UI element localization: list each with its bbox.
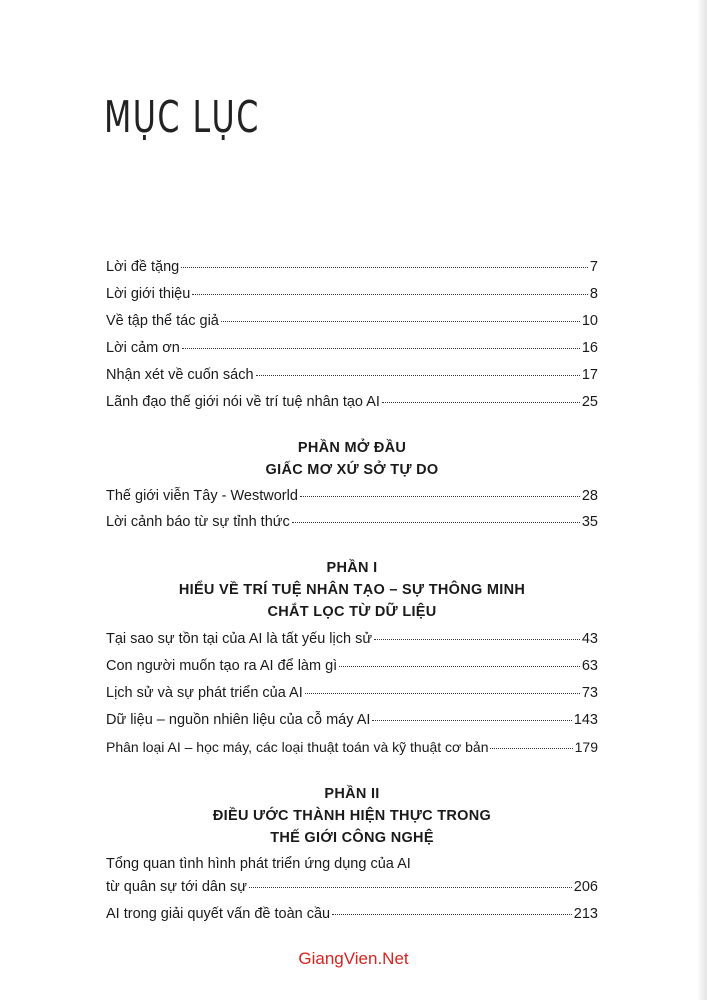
toc-entry-page: 17 <box>581 367 598 383</box>
toc-entry[interactable] <box>106 711 598 729</box>
toc-entry-page: 25 <box>581 394 598 410</box>
dot-leader <box>221 321 580 322</box>
toc-entry-title: Lãnh đạo thế giới nói về trí tuệ nhân tạo AI <box>106 394 380 410</box>
toc-entry[interactable] <box>106 312 598 330</box>
toc-entry-page: 63 <box>581 658 598 674</box>
page-edge-shadow <box>697 0 707 1000</box>
toc-entry-page: 7 <box>589 259 598 275</box>
toc-entry-title: Lời đề tặng <box>106 259 180 275</box>
toc-entry-title-continued: từ quân sự tới dân sự <box>106 879 247 895</box>
toc-entry-page: 206 <box>573 879 598 895</box>
toc-entry[interactable] <box>106 366 598 384</box>
dot-leader <box>300 496 580 497</box>
toc-entry[interactable] <box>106 905 598 923</box>
dot-leader <box>382 402 580 403</box>
watermark-footer: GiangVien.Net <box>298 949 409 968</box>
dot-leader <box>192 294 588 295</box>
section-heading: PHẦN MỞ ĐẦU <box>297 440 407 456</box>
toc-entry-title: Tại sao sự tồn tại của AI là tất yếu lịch sử <box>106 631 373 647</box>
toc-entry-page: 213 <box>573 906 598 922</box>
section-heading: CHẮT LỌC TỪ DỮ LIỆU <box>267 604 437 620</box>
toc-entry-title: AI trong giải quyết vấn đề toàn cầu <box>106 906 331 922</box>
dot-leader <box>372 720 571 721</box>
toc-entry-title: Lời giới thiệu <box>106 286 191 302</box>
toc-entry-title: Lời cảnh báo từ sự tỉnh thức <box>106 514 290 530</box>
toc-entry-title: Phân loại AI – học máy, các loại thuật toán và kỹ thuật cơ bản <box>106 739 489 755</box>
toc-entry-page: 43 <box>581 631 598 647</box>
toc-entry[interactable] <box>106 513 598 531</box>
dot-leader <box>305 693 580 694</box>
dot-leader <box>256 375 580 376</box>
dot-leader <box>374 639 580 640</box>
toc-entry[interactable] <box>106 339 598 357</box>
toc-entry-page: 143 <box>573 712 598 728</box>
toc-entry-page: 10 <box>581 313 598 329</box>
toc-entry-title: Dữ liệu – nguồn nhiên liệu của cỗ máy AI <box>106 712 371 728</box>
toc-entry-title: Con người muốn tạo ra AI để làm gì <box>106 658 338 674</box>
dot-leader <box>181 267 588 268</box>
section-heading: HIỂU VỀ TRÍ TUỆ NHÂN TẠO – SỰ THÔNG MINH <box>178 582 526 598</box>
toc-entry-page: 35 <box>581 514 598 530</box>
dot-leader <box>339 666 580 667</box>
dot-leader <box>182 348 580 349</box>
toc-entry-page: 73 <box>581 685 598 701</box>
toc-entry[interactable] <box>106 657 598 675</box>
dot-leader <box>332 914 572 915</box>
section-heading: THẾ GIỚI CÔNG NGHỆ <box>270 830 434 846</box>
toc-entry-title: Về tập thể tác giả <box>106 313 219 329</box>
toc-entry-page: 16 <box>581 340 598 356</box>
toc-entry-title: Lời cảm ơn <box>106 340 180 356</box>
section-heading: ĐIỀU ƯỚC THÀNH HIỆN THỰC TRONG <box>212 808 492 824</box>
toc-entry[interactable] <box>106 684 598 702</box>
toc-entry-title: Nhận xét về cuốn sách <box>106 367 254 383</box>
toc-entry[interactable] <box>106 878 598 896</box>
toc-entry[interactable] <box>106 630 598 648</box>
dot-leader <box>490 748 572 749</box>
toc-entry-page: 28 <box>581 488 598 504</box>
toc-entry[interactable] <box>106 487 598 505</box>
section-heading: GIẤC MƠ XỨ SỞ TỰ DO <box>265 462 439 478</box>
page-title: MỤC LỤC <box>104 92 260 143</box>
toc-entry-title[interactable]: Tổng quan tình hình phát triển ứng dụng của AI <box>106 856 411 872</box>
dot-leader <box>292 522 580 523</box>
toc-entry-page: 8 <box>589 286 598 302</box>
toc-entry-title: Lịch sử và sự phát triển của AI <box>106 685 303 701</box>
section-heading: PHẦN II <box>324 786 380 802</box>
toc-entry[interactable] <box>106 393 598 411</box>
toc-entry[interactable] <box>106 738 598 756</box>
section-heading: PHẦN I <box>326 560 378 576</box>
toc-entry[interactable] <box>106 258 598 276</box>
toc-entry[interactable] <box>106 285 598 303</box>
toc-entry-title: Thế giới viễn Tây - Westworld <box>106 488 298 504</box>
dot-leader <box>249 887 572 888</box>
toc-entry-page: 179 <box>574 739 598 755</box>
